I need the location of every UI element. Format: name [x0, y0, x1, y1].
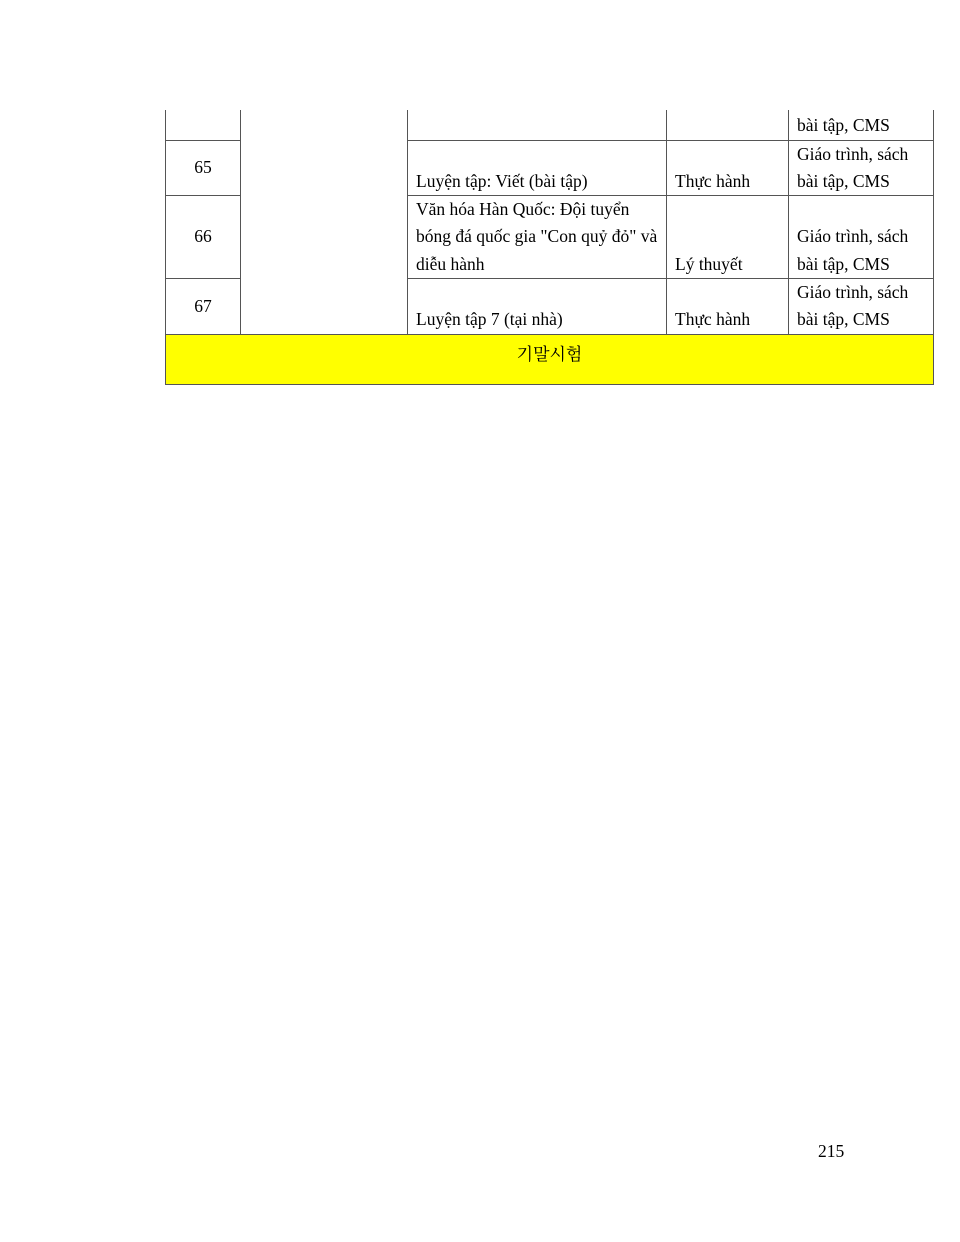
lesson-type: Thực hành: [667, 278, 789, 334]
page-number: 215: [818, 1141, 845, 1161]
week-cell: [241, 110, 408, 334]
lesson-content: Luyện tập: Viết (bài tập): [408, 140, 667, 196]
final-exam-label: 기말시험: [166, 334, 934, 384]
lesson-number: [166, 110, 241, 140]
lesson-materials: Giáo trình, sách bài tập, CMS: [789, 278, 934, 334]
lesson-type: Lý thuyết: [667, 196, 789, 279]
lesson-materials: Giáo trình, sách bài tập, CMS: [789, 196, 934, 279]
schedule-table: [165, 110, 934, 385]
lesson-content: [408, 110, 667, 140]
lesson-materials: bài tập, CMS: [789, 110, 934, 140]
lesson-type: Thực hành: [667, 140, 789, 196]
lesson-number: 67: [166, 278, 241, 334]
lesson-number: 65: [166, 140, 241, 196]
lesson-content: Văn hóa Hàn Quốc: Đội tuyển bóng đá quốc gia "Con quỷ đỏ" và diễu hành: [408, 196, 667, 279]
lesson-content: Luyện tập 7 (tại nhà): [408, 278, 667, 334]
lesson-materials: Giáo trình, sách bài tập, CMS: [789, 140, 934, 196]
lesson-type: [667, 110, 789, 140]
exam-row: [166, 334, 934, 384]
table-row: [166, 110, 934, 140]
lesson-number: 66: [166, 196, 241, 279]
